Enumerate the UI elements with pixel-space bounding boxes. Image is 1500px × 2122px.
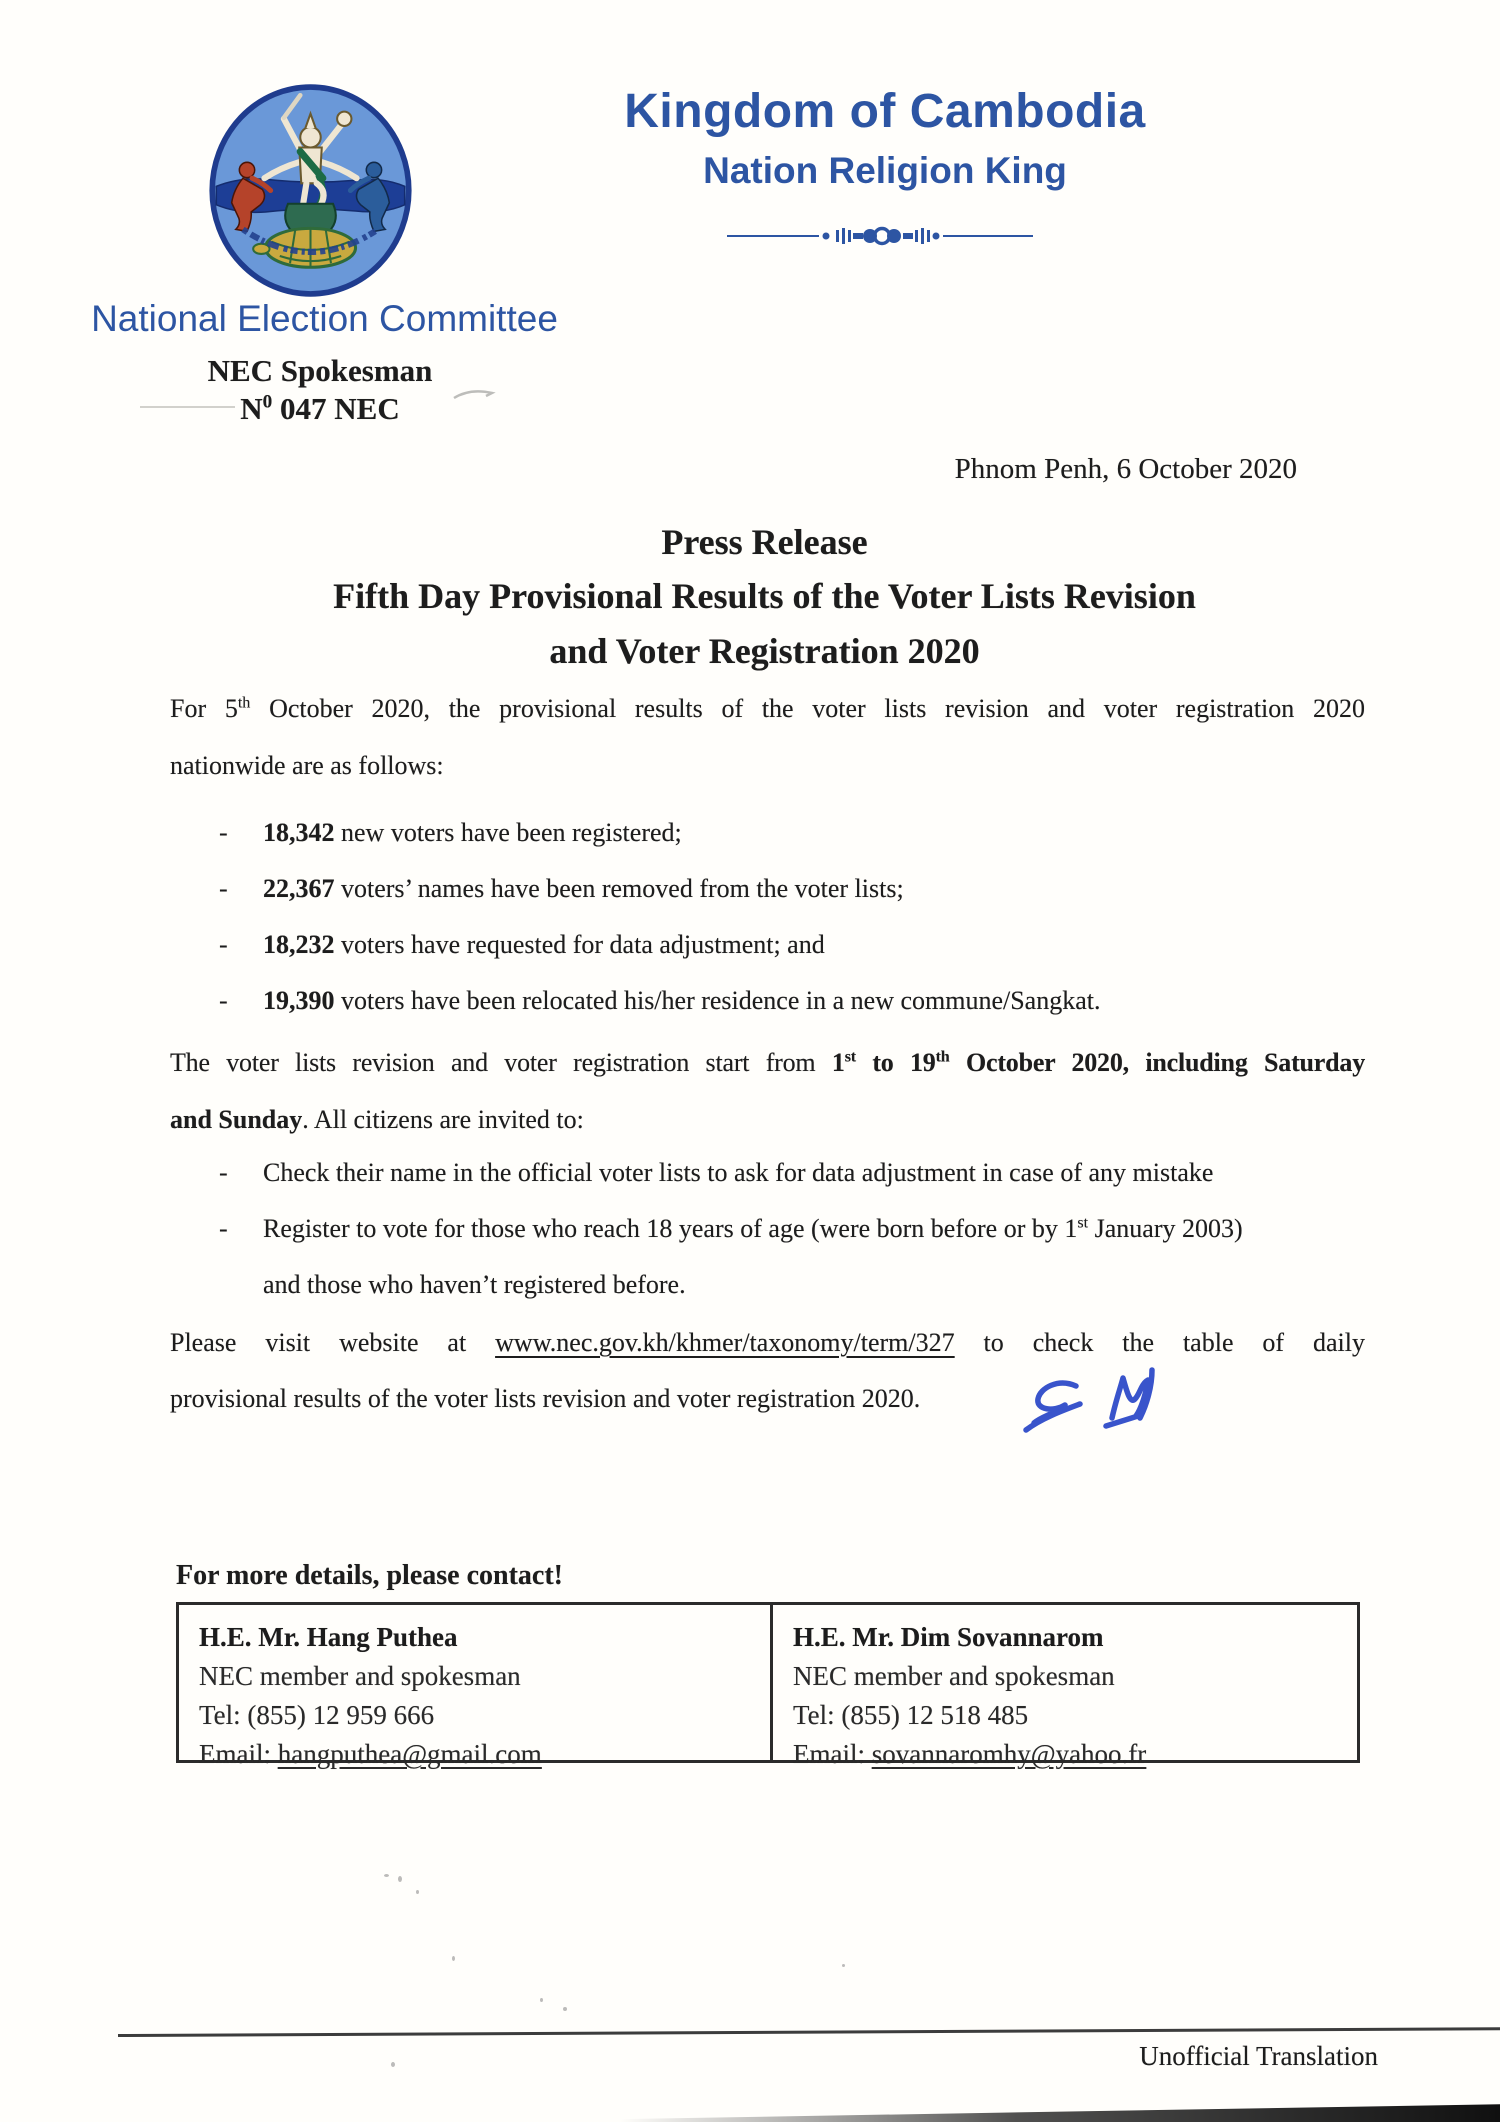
footer-note: Unofficial Translation [1139,2041,1378,2071]
contact-heading: For more details, please contact! [176,1560,563,1591]
ordinal-superscript: st [844,1048,856,1066]
kingdom-title: Kingdom of Cambodia [624,85,1146,138]
result-number: 18,342 [263,818,335,847]
bullet-dash: - [219,930,228,959]
website-text: to check the table of daily [954,1328,1366,1357]
contact-table [176,1602,1360,1769]
nec-emblem-logo [208,84,413,299]
scan-speck [540,1998,543,2002]
result-item [219,868,1399,910]
invitation-text: Check their name in the official voter lists to ask for data adjustment in case of any mistake [263,1158,1214,1187]
intro-line-1 [170,688,1365,730]
period-line-2 [170,1099,1365,1141]
contact-tel: Tel: (855) 12 518 485 [793,1700,1029,1730]
bullet-dash: - [219,818,228,847]
contact-tel: Tel: (855) 12 959 666 [199,1700,435,1730]
bullet-dash: - [219,874,228,903]
scan-speck [452,1956,455,1961]
ordinal-superscript: st [1077,1214,1089,1232]
period-text: . All citizens are invited to: [302,1105,584,1134]
contact-email[interactable]: hangputhea@gmail.com [277,1739,542,1769]
intro-text: For 5 [170,694,238,723]
period-bold: to 19 [855,1048,936,1077]
bullet-dash: - [219,1158,228,1187]
contact-role: NEC member and spokesman [793,1661,1115,1691]
nec-emblem-icon [208,84,413,299]
period-text: The voter lists revision and voter registration start from [170,1048,832,1077]
result-number: 22,367 [263,874,335,903]
invitation-continuation: and those who haven’t registered before. [263,1270,686,1299]
period-bold: October 2020, including Saturday [949,1048,1366,1077]
page-edge-shadow [620,2098,1500,2122]
scan-speck [842,1964,845,1967]
result-number: 19,390 [263,986,335,1015]
result-text: voters have requested for data adjustment; and [334,930,825,959]
signature-initials-icon [1020,1352,1195,1457]
scan-speck [391,2062,395,2067]
reference-number [170,390,470,428]
period-line-1 [170,1042,1365,1084]
email-label: Email: [199,1739,278,1769]
press-release-heading: Press Release [661,522,868,562]
ordinal-superscript: th [237,694,251,712]
ref-prefix: N [240,391,263,426]
contact-name: H.E. Mr. Hang Puthea [199,1622,458,1652]
result-text: voters have been relocated his/her residence in a new commune/Sangkat. [334,986,1101,1015]
ordinal-superscript: th [935,1048,950,1066]
ref-rest: 047 NEC [272,391,400,426]
result-item [219,924,1399,966]
invitation-text: January 2003) [1088,1214,1243,1243]
contact-card [773,1605,1357,1769]
result-item [219,980,1399,1022]
bullet-dash: - [219,1214,228,1243]
title-line3: and Voter Registration 2020 [549,631,980,671]
result-number: 18,232 [263,930,335,959]
contact-name: H.E. Mr. Dim Sovannarom [793,1622,1104,1652]
result-text: voters’ names have been removed from the voter lists; [334,874,904,903]
ornamental-divider-icon [725,224,1035,248]
contact-role: NEC member and spokesman [199,1661,521,1691]
dateline: Phnom Penh, 6 October 2020 [954,453,1297,485]
email-label: Email: [793,1739,872,1769]
invitation-text: Register to vote for those who reach 18 years of age (were born before or by 1 [263,1214,1078,1243]
title-line2: Fifth Day Provisional Results of the Voter Lists Revision [333,576,1196,616]
contact-email[interactable]: sovannaromhy@yahoo.fr [871,1739,1147,1769]
motto-title: Nation Religion King [703,150,1067,191]
period-bold: and Sunday [170,1105,303,1134]
invitation-item [219,1152,1399,1194]
invitation-item [219,1208,1399,1250]
scan-speck [416,1890,419,1894]
contact-card [179,1605,773,1769]
scan-speck [563,2007,567,2011]
ref-superscript: 0 [262,391,273,413]
pencil-mark-icon [452,386,500,404]
spokesman-label: NEC Spokesman [207,353,433,388]
result-text: new voters have been registered; [334,818,682,847]
website-link[interactable]: www.nec.gov.kh/khmer/taxonomy/term/327 [495,1328,955,1357]
committee-name: National Election Committee [91,298,558,339]
website-line-2: provisional results of the voter lists revision and voter registration 2020. [170,1384,921,1413]
bullet-dash: - [219,986,228,1015]
scan-speck [398,1876,402,1882]
website-text: Please visit website at [170,1328,496,1357]
period-bold: 1 [831,1048,845,1077]
contact-email-row [199,1735,770,1774]
scan-speck [384,1874,389,1877]
result-item [219,812,1399,854]
intro-line-2: nationwide are as follows: [170,751,444,780]
intro-text: October 2020, the provisional results of the voter lists revision and voter registration 2020 [250,694,1365,723]
contact-email-row [793,1735,1357,1774]
scan-artifact-line [140,406,235,408]
